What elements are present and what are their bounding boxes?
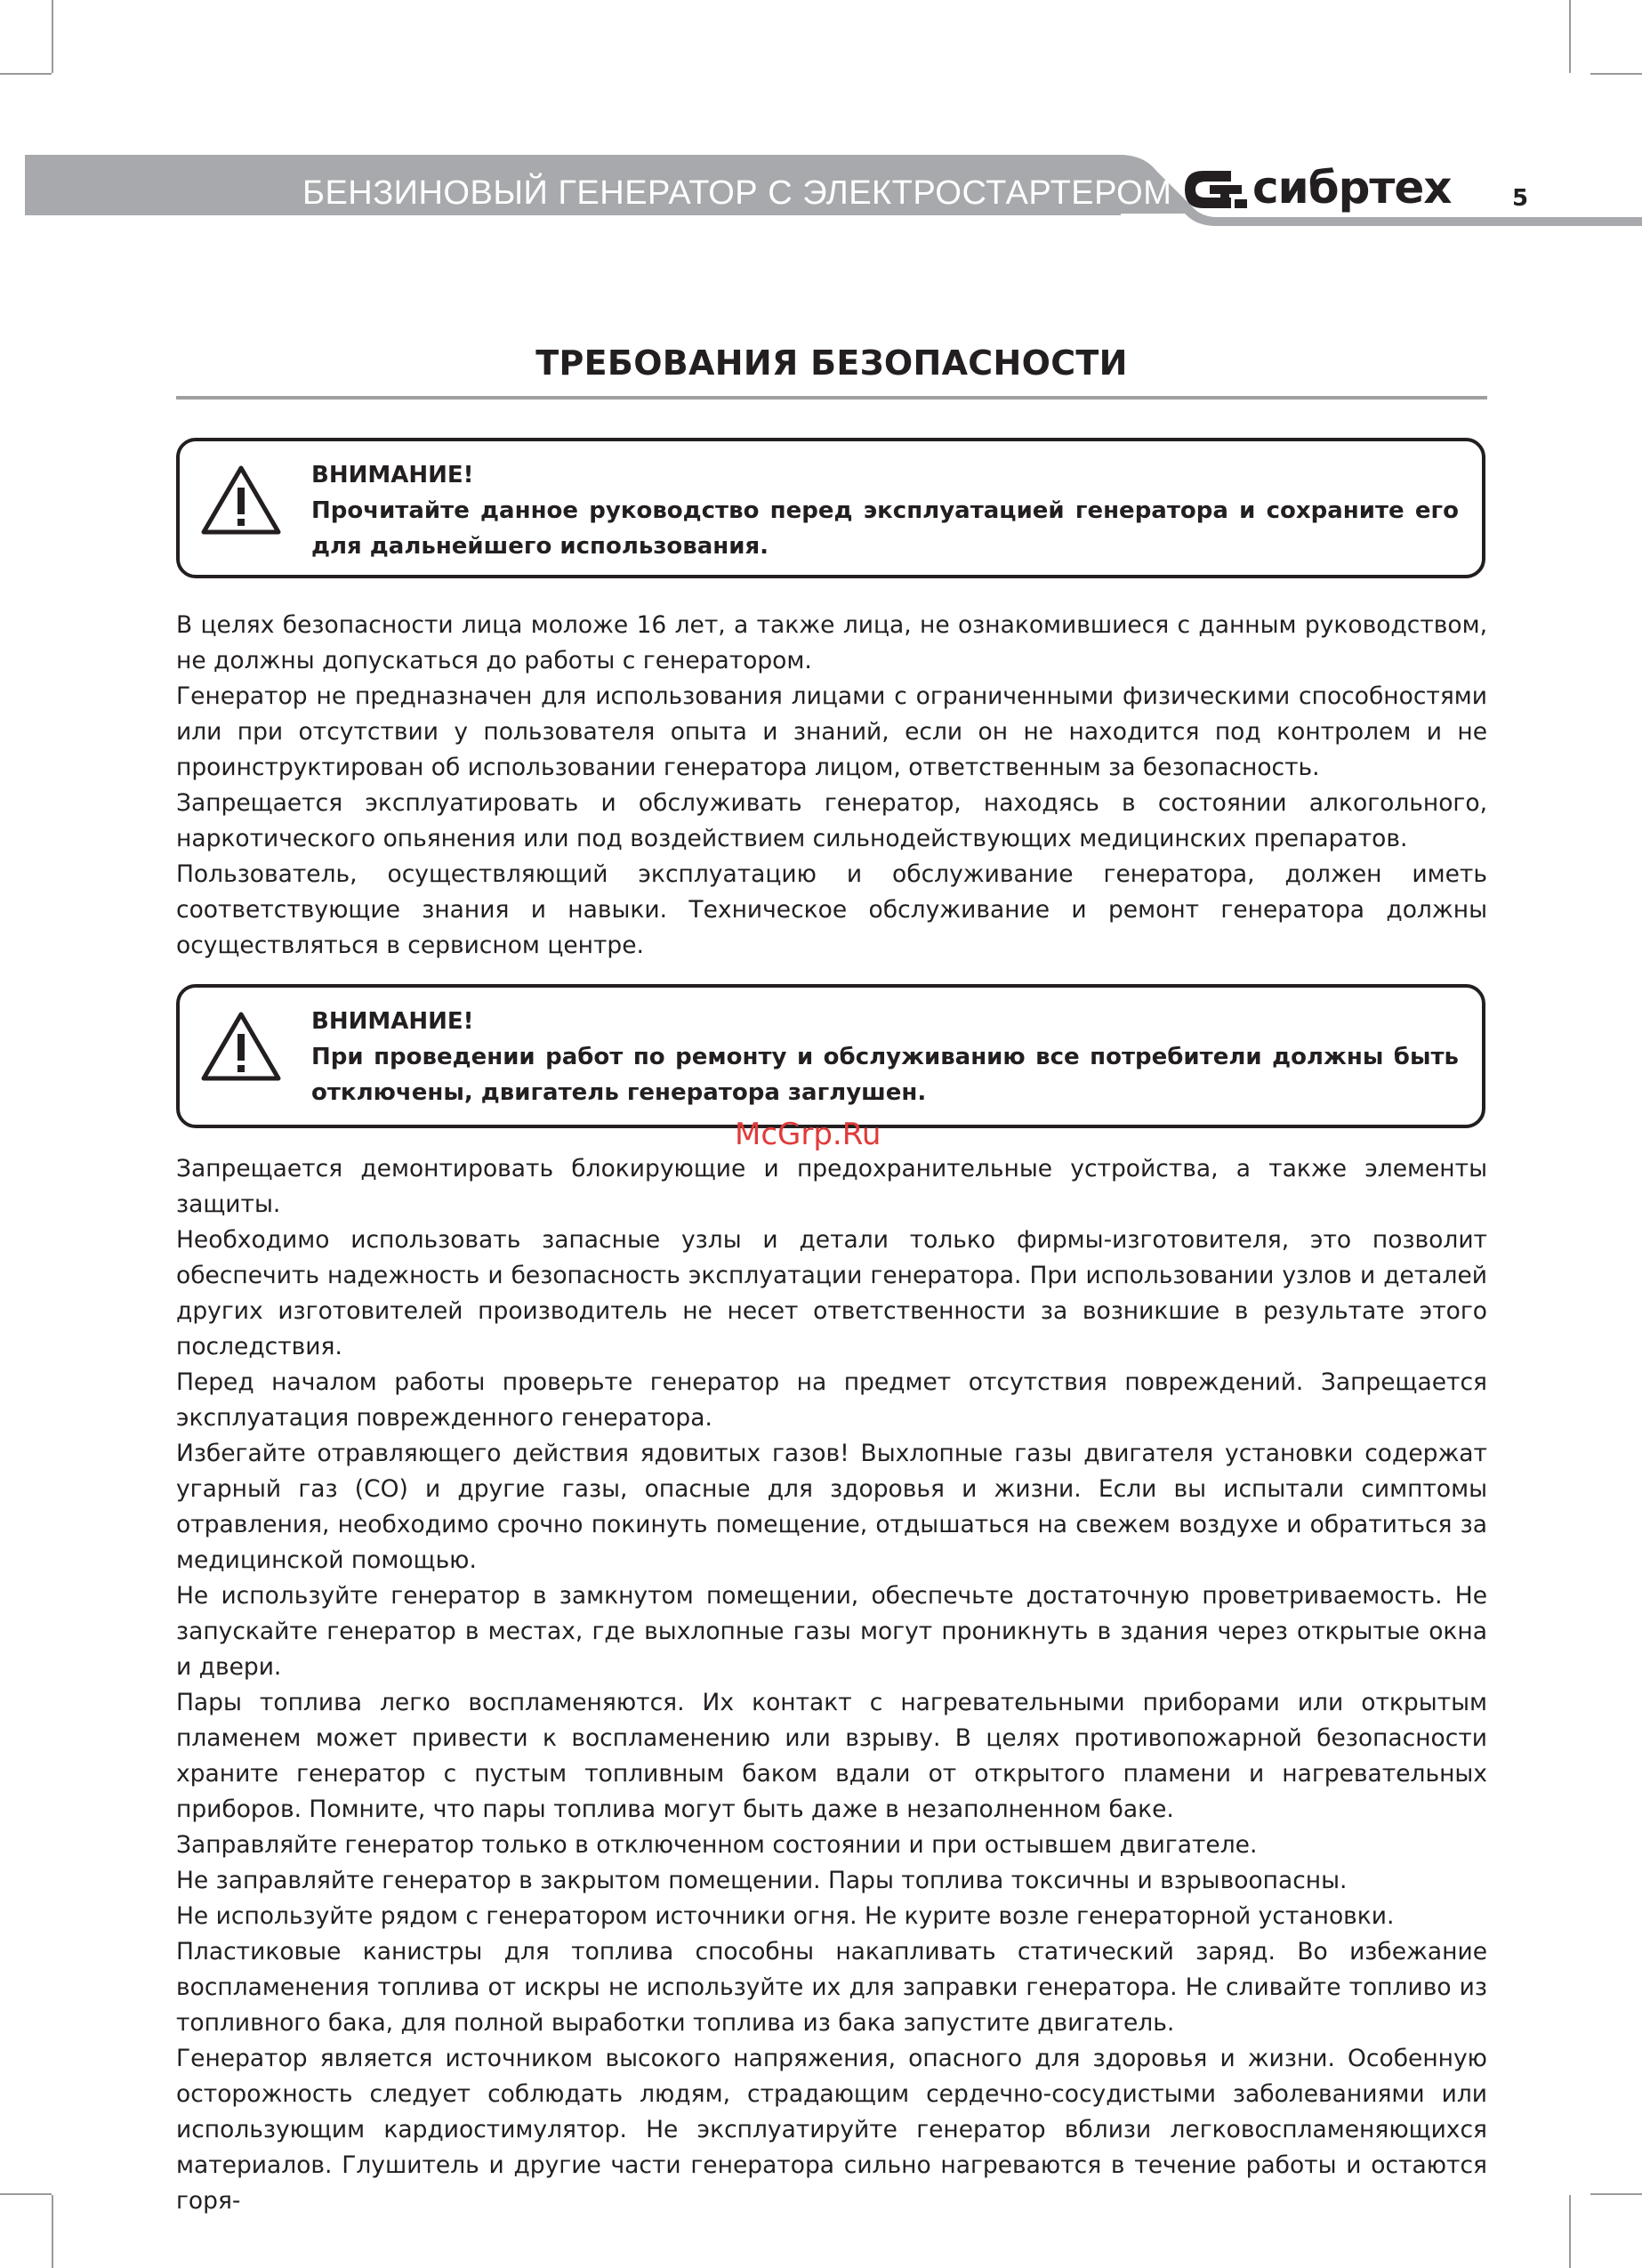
paragraph: Пользователь, осуществляющий эксплуатацию и обслуживание генератора, должен иметь соответствующие знания и навыки. Техническое обслуживание и ремонт генератора должны осуществляться в сервисном центре. bbox=[176, 860, 1487, 959]
paragraph: Пары топлива легко воспламеняются. Их контакт с нагревательными приборами или открытым пламенем может привести к воспламенению или взрыву. В целях противопожарной безопасности храните генератор с пустым топливным баком вдали от открытого пламени и нагревательных приборов. Помните, что пары топлива могут быть даже в незаполненном баке. bbox=[176, 1689, 1487, 1823]
warning-box bbox=[176, 438, 1485, 578]
paragraph: Генератор не предназначен для использования лицами с ограниченными физическими способностями или при отсутствии у пользователя опыта и знаний, если он не находится под контролем и не проинструктирован об использовании генератора лицом, ответственным за безопасность. bbox=[176, 682, 1487, 781]
warning-message: Прочитайте данное руководство перед эксплуатацией генератора и сохраните его для дальнейшего использования. bbox=[311, 497, 1459, 560]
crop-mark bbox=[1569, 2195, 1571, 2268]
brand-logo-mark-icon bbox=[1183, 169, 1249, 210]
body-text-block bbox=[176, 608, 1487, 964]
crop-mark bbox=[1590, 73, 1642, 75]
page-number: 5 bbox=[1512, 185, 1529, 212]
crop-mark bbox=[52, 0, 53, 73]
document-title: БЕНЗИНОВЫЙ ГЕНЕРАТОР С ЭЛЕКТРОСТАРТЕРОМ bbox=[302, 174, 1172, 212]
warning-label: ВНИМАНИЕ! bbox=[311, 462, 474, 488]
section-title: ТРЕБОВАНИЯ БЕЗОПАСНОСТИ bbox=[535, 343, 1128, 383]
paragraph: Не используйте генератор в замкнутом помещении, обеспечьте достаточную проветриваемость. Не запускайте генератор в местах, где выхлопные газы могут проникнуть в здания через открытые окна и двери. bbox=[176, 1582, 1487, 1681]
paragraph: Не заправляйте генератор в закрытом помещении. Пары топлива токсичны и взрывоопасны. bbox=[176, 1867, 1348, 1894]
crop-mark bbox=[0, 2193, 52, 2195]
crop-mark bbox=[0, 73, 52, 75]
paragraph: Избегайте отравляющего действия ядовитых газов! Выхлопные газы двигателя установки содержат угарный газ (СО) и другие газы, опасные для здоровья и жизни. Если вы испытали симптомы отравления, необходимо срочно покинуть помещение, отдышаться на свежем воздухе и обратиться за медицинской помощью. bbox=[176, 1440, 1487, 1574]
warning-text bbox=[311, 1004, 1459, 1110]
watermark: McGrp.Ru bbox=[735, 1117, 881, 1152]
body-text-block bbox=[176, 1151, 1487, 2219]
crop-mark bbox=[1569, 0, 1571, 73]
warning-triangle-icon bbox=[199, 1009, 283, 1084]
paragraph: Не используйте рядом с генератором источники огня. Не курите возле генераторной установки. bbox=[176, 1902, 1395, 1930]
paragraph: В целях безопасности лица моложе 16 лет, а также лица, не ознакомившиеся с данным руководством, не должны допускаться до работы с генератором. bbox=[176, 611, 1487, 674]
paragraph: Генератор является источником высокого напряжения, опасного для здоровья и жизни. Особенную осторожность следует соблюдать людям, страдающим сердечно-сосудистыми заболеваниями или использующим кардиостимулятор. Не эксплуатируйте генератор вблизи легковоспламеняющихся материалов. Глушитель и другие части генератора сильно нагреваются в течение работы и остаются горя- bbox=[176, 2045, 1487, 2215]
warning-triangle-icon bbox=[199, 463, 283, 537]
section-divider bbox=[176, 396, 1487, 400]
warning-text bbox=[311, 457, 1459, 564]
paragraph: Перед началом работы проверьте генератор на предмет отсутствия повреждений. Запрещается эксплуатация поврежденного генератора. bbox=[176, 1368, 1487, 1432]
warning-box bbox=[176, 984, 1485, 1128]
paragraph: Запрещается эксплуатировать и обслуживать генератор, находясь в состоянии алкогольного, наркотического опьянения или под воздействием сильнодействующих медицинских препаратов. bbox=[176, 789, 1487, 852]
warning-label: ВНИМАНИЕ! bbox=[311, 1008, 474, 1035]
warning-message: При проведении работ по ремонту и обслуживанию все потребители должны быть отключены, двигатель генератора заглушен. bbox=[311, 1044, 1459, 1106]
crop-mark bbox=[52, 2195, 53, 2268]
brand-name: сибртех bbox=[1252, 162, 1452, 214]
paragraph: Пластиковые канистры для топлива способны накапливать статический заряд. Во избежание воспламенения топлива от искры не используйте их для заправки генератора. Не сливайте топливо из топливного бака, для полной выработки топлива из бака запустите двигатель. bbox=[176, 1938, 1487, 2037]
paragraph: Необходимо использовать запасные узлы и детали только фирмы-изготовителя, это позволит обеспечить надежность и безопасность эксплуатации генератора. При использовании узлов и деталей других изготовителей производитель не несет ответственности за возникшие в результате этого последствия. bbox=[176, 1226, 1487, 1360]
crop-mark bbox=[1590, 2193, 1642, 2195]
paragraph: Запрещается демонтировать блокирующие и предохранительные устройства, а также элементы защиты. bbox=[176, 1155, 1487, 1218]
paragraph: Заправляйте генератор только в отключенном состоянии и при остывшем двигателе. bbox=[176, 1831, 1258, 1859]
